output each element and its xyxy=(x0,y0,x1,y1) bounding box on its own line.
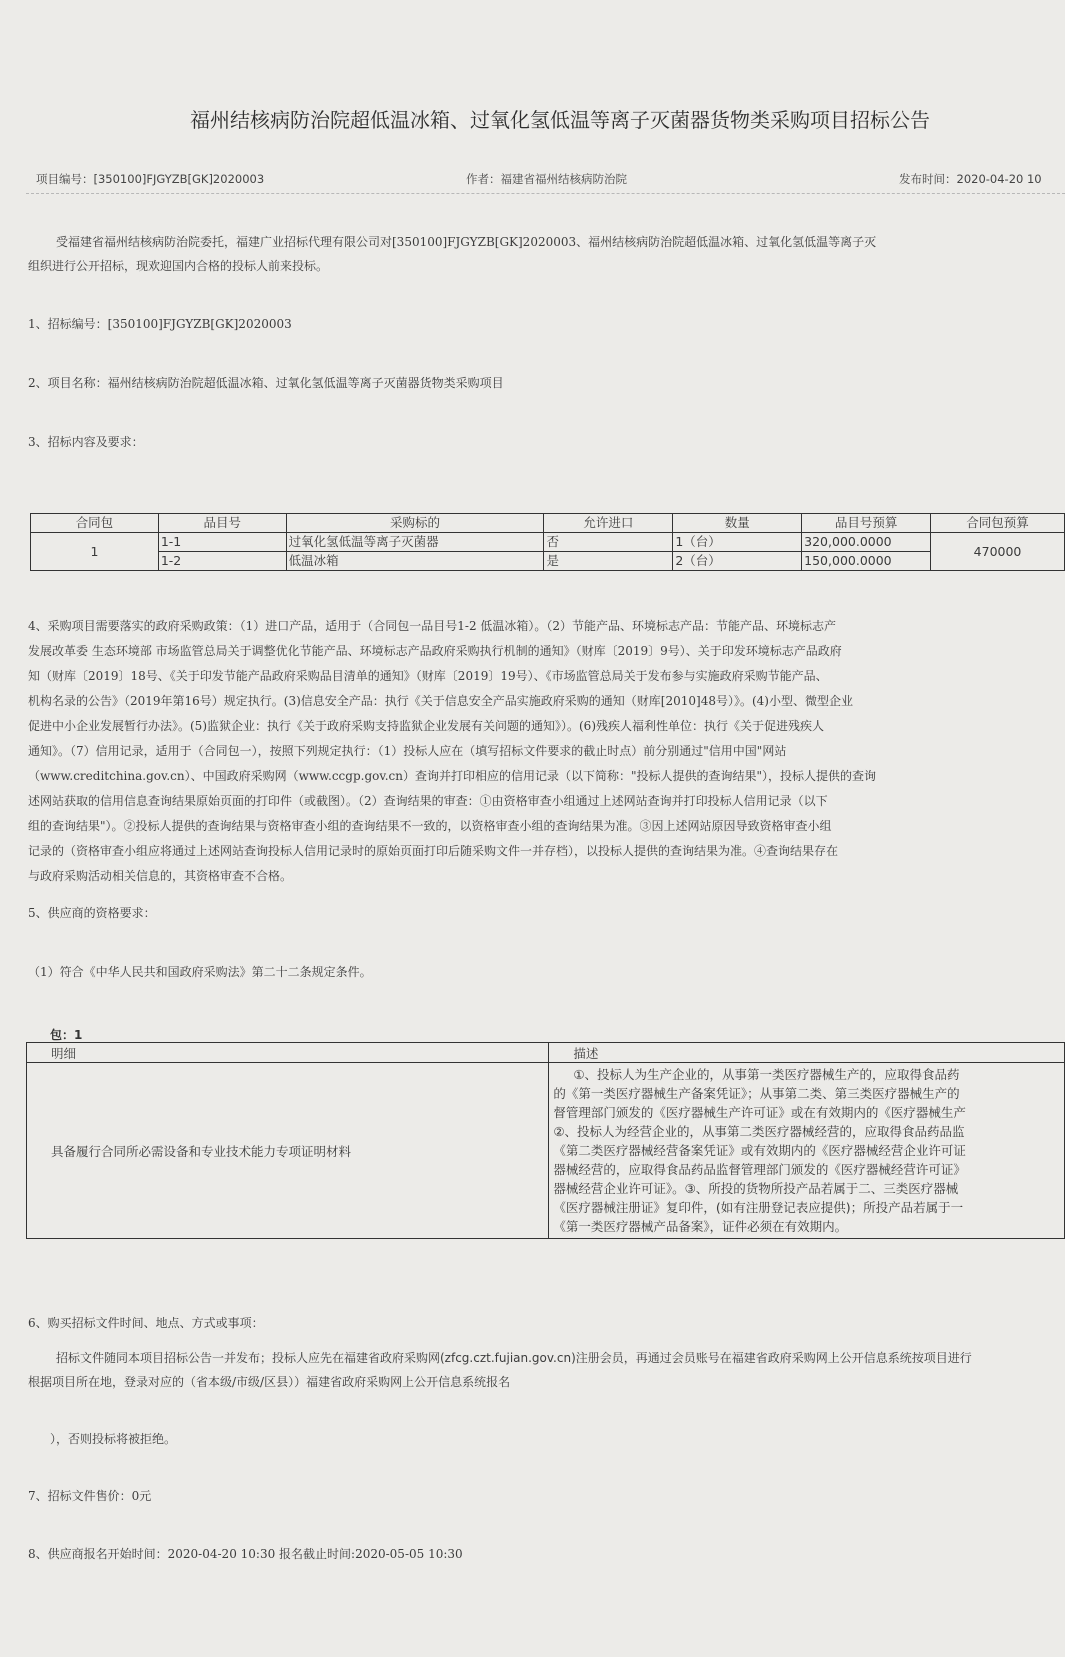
description-line: 器械经营的，应取得食品药品监督管理部门颁发的《医疗器械经营许可证》 xyxy=(553,1162,966,1177)
publish-time: 发布时间：2020-04-20 10 xyxy=(899,172,1042,186)
section-7: 7、招标文件售价：0元 xyxy=(28,1489,152,1503)
package-cell: 1 xyxy=(31,533,159,571)
section-8: 8、供应商报名开始时间：2020-04-20 10:30 报名截止时间:2020-05-05 10:30 xyxy=(28,1547,463,1561)
policy-line: 与政府采购活动相关信息的，其资格审查不合格。 xyxy=(28,869,293,883)
policy-line: 记录的（资格审查小组应将通过上述网站查询投标人信用记录时的原始页面打印后随采购文件一并存档），以投标人提供的查询结果为准。④查询结果存在 xyxy=(28,844,839,858)
section-6: 6、购买招标文件时间、地点、方式或事项： xyxy=(28,1316,264,1330)
qualification-table xyxy=(26,1042,1065,1239)
policy-line: 促进中小企业发展暂行办法》。(5)监狱企业：执行《关于政府采购支持监狱企业发展有关问题的通知》）。(6)残疾人福利性单位：执行《关于促进残疾人 xyxy=(28,719,825,733)
table-header-row xyxy=(27,1043,1065,1063)
item-budget-cell: 320,000.0000 xyxy=(802,533,931,552)
column-header: 合同包预算 xyxy=(931,514,1065,533)
column-header: 合同包 xyxy=(31,514,159,533)
item-name-cell: 过氧化氢低温等离子灭菌器 xyxy=(286,533,544,552)
item-name-cell: 低温冰箱 xyxy=(286,552,544,571)
policy-line: 通知》。（7）信用记录，适用于（合同包一），按照下列规定执行：（1）投标人应在（填写招标文件要求的截止时点）前分别通过"信用中国"网站 xyxy=(28,744,787,758)
policy-line: 述网站获取的信用信息查询结果原始页面的打印件（或截图）。（2）查询结果的审查：①由资格审查小组通过上述网站查询并打印投标人信用记录（以下 xyxy=(28,794,828,808)
table-row xyxy=(27,1063,1065,1239)
column-header: 允许进口 xyxy=(544,514,673,533)
quantity-cell: 2（台） xyxy=(673,552,802,571)
column-header: 数量 xyxy=(673,514,802,533)
intro-line-1: 受福建省福州结核病防治院委托，福建广业招标代理有限公司对[350100]FJGYZB[GK]2020003、福州结核病防治院超低温冰箱、过氧化氢低温等离子灭 xyxy=(56,235,877,249)
description-cell xyxy=(549,1063,1065,1239)
description-line: 督管理部门颁发的《医疗器械生产许可证》或在有效期内的《医疗器械生产 xyxy=(553,1105,966,1120)
section-6-line: ），否则投标将被拒绝。 xyxy=(50,1432,177,1446)
section-6-line: 招标文件随同本项目招标公告一并发布；投标人应先在福建省政府采购网(zfcg.czt.fujian.gov.cn)注册会员，再通过会员账号在福建省政府采购网上公开信息系统按项目进行 xyxy=(56,1351,972,1365)
import-cell: 是 xyxy=(544,552,673,571)
section-3: 3、招标内容及要求： xyxy=(28,435,144,449)
package-budget-cell: 470000 xyxy=(931,533,1065,571)
item-budget-cell: 150,000.0000 xyxy=(802,552,931,571)
page-title: 福州结核病防治院超低温冰箱、过氧化氢低温等离子灭菌器货物类采购项目招标公告 xyxy=(190,108,930,132)
procurement-table xyxy=(30,513,1065,571)
item-number-cell: 1-1 xyxy=(158,533,286,552)
column-header: 品目号 xyxy=(158,514,286,533)
column-header: 明细 xyxy=(27,1043,549,1063)
detail-cell: 具备履行合同所必需设备和专业技术能力专项证明材料 xyxy=(27,1063,549,1239)
description-line: 《医疗器械注册证》复印件，(如有注册登记表应提供)；所投产品若属于一 xyxy=(553,1200,964,1215)
project-number: 项目编号：[350100]FJGYZB[GK]2020003 xyxy=(36,172,265,186)
intro-line-2: 组织进行公开招标，现欢迎国内合格的投标人前来投标。 xyxy=(28,259,329,273)
item-number-cell: 1-2 xyxy=(158,552,286,571)
policy-line: 发展改革委 生态环境部 市场监管总局关于调整优化节能产品、环境标志产品政府采购执行机制的通知》（财库〔2019〕9号）、关于印发环境标志产品政府 xyxy=(28,644,842,658)
description-line: 《第一类医疗器械产品备案》，证件必须在有效期内。 xyxy=(553,1219,848,1234)
policy-line: 组的查询结果"）。②投标人提供的查询结果与资格审查小组的查询结果不一致的，以资格审查小组的查询结果为准。③因上述网站原因导致资格审查小组 xyxy=(28,819,832,833)
policy-line: 知（财库〔2019〕18号、《关于印发节能产品政府采购品目清单的通知》（财库〔2019〕19号）、《市场监管总局关于发布参与实施政府采购节能产品、 xyxy=(28,669,828,683)
column-header: 描述 xyxy=(549,1043,1065,1063)
section-1: 1、招标编号：[350100]FJGYZB[GK]2020003 xyxy=(28,317,292,331)
table-row xyxy=(31,552,1065,571)
description-line: ②、投标人为经营企业的，从事第二类医疗器械经营的，应取得食品药品监 xyxy=(553,1124,965,1139)
table-header-row xyxy=(31,514,1065,533)
policy-line: （www.creditchina.gov.cn）、中国政府采购网（www.ccgp.gov.cn）查询并打印相应的信用记录（以下简称："投标人提供的查询结果"），投标人提供的查询 xyxy=(28,769,877,783)
description-line: ①、投标人为生产企业的，从事第一类医疗器械生产的，应取得食品药 xyxy=(573,1067,960,1082)
description-line: 的《第一类医疗器械生产备案凭证》；从事第二类、第三类医疗器械生产的 xyxy=(553,1086,960,1101)
description-line: 《第二类医疗器械经营备案凭证》或有效期内的《医疗器械经营企业许可证 xyxy=(553,1143,966,1158)
section-5-item-1: （1）符合《中华人民共和国政府采购法》第二十二条规定条件。 xyxy=(28,965,372,979)
header-divider xyxy=(26,193,1065,194)
table-row xyxy=(31,533,1065,552)
policy-line: 4、采购项目需要落实的政府采购政策：（1）进口产品，适用于（合同包一品目号1-2 低温冰箱）。（2）节能产品、环境标志产品：节能产品、环境标志产 xyxy=(28,619,837,633)
column-header: 品目号预算 xyxy=(802,514,931,533)
author: 作者：福建省福州结核病防治院 xyxy=(466,172,627,186)
section-5: 5、供应商的资格要求： xyxy=(28,906,156,920)
section-2: 2、项目名称：福州结核病防治院超低温冰箱、过氧化氢低温等离子灭菌器货物类采购项目 xyxy=(28,376,504,390)
quantity-cell: 1（台） xyxy=(673,533,802,552)
column-header: 采购标的 xyxy=(286,514,544,533)
package-label: 包：1 xyxy=(50,1028,83,1042)
policy-line: 机构名录的公告》（2019年第16号）规定执行。(3)信息安全产品：执行《关于信息安全产品实施政府采购的通知（财库[2010]48号）》。(4)小型、微型企业 xyxy=(28,694,853,708)
description-line: 器械经营企业许可证》。③、所投的货物所投产品若属于二、三类医疗器械 xyxy=(553,1181,959,1196)
import-cell: 否 xyxy=(544,533,673,552)
section-6-line: 根据项目所在地，登录对应的（省本级/市级/区县））福建省政府采购网上公开信息系统报名 xyxy=(28,1375,511,1389)
